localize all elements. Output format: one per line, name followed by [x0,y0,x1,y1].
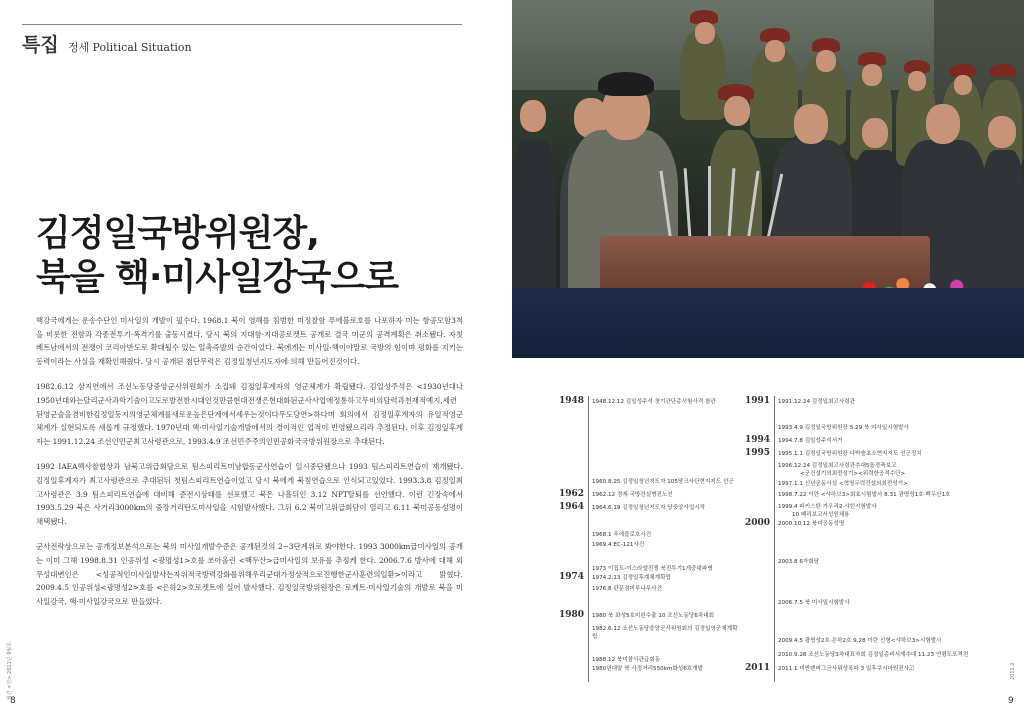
page-number-left: 8 [10,696,16,706]
headline-line-1: 김정일국방위원장, [36,213,319,254]
timeline-year: 1980 [558,610,584,620]
podium-table [512,288,1024,358]
photo-figure [765,40,785,62]
photo-figure [988,116,1016,148]
timeline-year: 1991 [744,396,770,406]
photo-figure [926,104,960,144]
timeline-entry: 1980 북 화성5호미완수출 10 조선노동당6차대회 [592,613,715,619]
article-headline [36,212,398,300]
section-header [22,30,192,57]
article-body [36,314,463,620]
timeline-entry: 2000.10.12 북미공동성명 [778,521,845,527]
rally-photo [512,0,1024,358]
photo-figure [908,71,926,91]
photo-figure [982,150,1024,300]
photo-figure [598,72,654,96]
photo-figure [724,96,750,126]
headline-line-2: 북을 핵·미사일강국으로 [36,257,398,298]
timeline-entry: 10 페리보고서성원채용 [792,512,850,518]
page-number-right: 9 [1008,696,1014,706]
timeline-year: 2000 [744,518,770,528]
timeline-year: 2011 [744,663,770,673]
timeline-entry: <군건설기의최전성기><위력한공격수단> [800,471,906,477]
photo-figure [862,64,882,86]
timeline-year: 1974 [558,572,584,582]
timeline-year: 1948 [558,396,584,406]
body-paragraph: 1992 IAEA핵사찰협상과 남북고위급회담으로 팀스피리트미남합동군사연습이 일시중단됐으나 1993 팀스피리트연습이 재개됐다. 김정일후계자가 최고사령관으로 추대된뒤 첫팀스피리트연습이었고 당시 북에게 북침연습으로 인식되고있었다. 1993.3.8 김정일최고사령관은 3.9 팀스피리트연습에 대비해 준전시상태를 선포했고 북은 나흘뒤인 3.12 NPT탈퇴를 선언했다. 이런 긴장속에서 1993.5.29 북은 사거리3000km의 중장거리탄도미사일을 시험발사했다. 그뒤 6.2 북미고위급회담이 열리고 6.11 북미공동성명이 채택됐다. [36,462,463,526]
timeline-entry: 1997.1.1 신년공동사설 <혁명무력건설의최전성기> [778,481,908,487]
photo-figure [520,100,546,132]
timeline-entry: 1948.12.12 김일성주석 첫기관단총시험사격 참관 [592,399,716,405]
timeline-year: 1962 [558,489,584,499]
body-paragraph: 핵강국에게는 운송수단인 미사일의 개발이 필수다. 1968.1 북이 영해를 침범한 미정찰함 푸에블로호를 나포하자 미는 항공모함3척을 비롯한 전함과 각종전투기·폭격기를 출동시켰다. 당시 북의 지대함·지대공로켓트 공개로 결국 미군의 공격계획은 취소됐다. 자칫 베트남에서의 전쟁이 코리아반도로 확대될수 있는 일촉즉발의 순간이었다. 북에게는 미사일·핵이야말로 국방의 힘이며 평화를 지키는 동력이라는 사실을 재확인해줬다. 당시 공개된 첨단무력은 김정일청년지도자에 의해 만들어진것이다. [36,316,463,366]
timeline-entry: 1995.1.1 김정일국방위원장 다박솔초소현지지도 선군정치 [778,451,922,457]
body-paragraph: 군사전략상으로는 공개정보분석으로는 북의 미사일개발수준은 공개된것의 2~3단계위로 봐야한다. 1993 3000km급미사일의 공개는 이미 그해 1998.8.31 인공위성 <광명성1>호를 쏘아올린 <백두산>급미사일의 보유를 추정케 한다. 2006.7.6 방사에 대해 외무성대변인은 <성공적인미사일발사는자위적국방력강화를위해우리군대가정상적으로진행한군사훈련의일환>이라고 밝혔다. 2009.4.5 인공위성<광명성2>호를 <은하2>호로켓트에 실어 발사했다. 김정일국방위원장은 로케트·미사일기술의 개발로 북을 미사일강국, 핵·미사일강국으로 만들었다. [36,542,463,606]
timeline-year: 1964 [558,502,584,512]
section-label: 특집 [22,34,59,56]
timeline-entry: 1994.7.8 김일성주석서거 [778,438,843,444]
body-paragraph: 1982.6.12 삼지연에서 조선노동당중앙군사위원회가 소집돼 김정일후계자의 영군체계가 확립됐다. 김일성주석은 <1930년대나1950년대와는달리군사과학기술이고도로발전한시대인것만큼현대전쟁은현대화된군사사업에정통하고무비의담력과천재적예지,세련된영군술을겸비한김정일동지의영군체계를새로운높은단계에서세우는것이다무도당연>하다며 회의에서 김정일후계자의 유일적영군체계가 실현되도록 새롭게 규정했다. 1970년대 핵·미사일기술개발에서의 경이적인 업적이 반영됐으리라 추정된다. 이후 김정일후계자는 1991.12.24 조선인민군최고사령관으로, 1993.4.9 조선민주주의인민공화국국방위원장으로 추대된다. [36,382,463,446]
timeline-entry: 1964.6.19 김정일청년지도자 당중앙사업시작 [592,505,706,511]
timeline-entry: 2010.9.28 조선노동당3차대표자회 김정일총비서재추대 11.23 연평도포격전 [778,652,969,658]
photo-figure [862,118,888,148]
timeline-year: 1994 [744,435,770,445]
timeline-entry: 1999.4 파키스탄 가우리2·샤힌시험발사 [778,504,877,510]
timeline-entry: 2011.1 미반덴버그군사위성폭파 3 일후쿠시마원전사고 [778,666,915,672]
right-side-text: 2011.2 [1010,662,1016,680]
photo-figure [954,75,972,95]
timeline-entry: 1968.1 푸에블로호사건 [592,532,652,538]
header-rule [22,24,462,25]
left-side-text: 월간 <민> 2011년 9월호 [7,641,13,700]
timeline-entry: 1991.12.24 김정일최고사령관 [778,399,856,405]
right-side-caption [1010,630,1020,690]
left-side-caption [6,612,16,702]
timeline-entry: 1998.7.22 이란 <샤하브3>회효시험발사 8.31 광명성1호·백두산1호 [778,492,951,498]
timeline-entry: 1960.8.25 김정일청년지도자 105땅크사단현지지도 선군 [592,479,734,485]
timeline-entry: 2006.7.5 북 미사일시험발사 [778,600,850,606]
timeline-entry: 1993.4.9 김정일국방위원장 5.29 북 미사일시험발사 [778,425,909,431]
timeline-entry: 1982.6.12 조선노동당중앙군사위원회의 김정일영군체계확립 [592,626,738,640]
timeline-entry: 1974.2.13 김정일후계체계확립 [592,575,671,581]
timeline-entry: 1988.12 북미참사관급회동 [592,657,661,663]
photo-figure [794,104,828,144]
timeline-entry: 1973 이집트-이스라엘전쟁 북전투기1개중대파병 [592,566,713,572]
timeline-entry: 2009.4.5 광명성2호·은하2호 9.28 이란 신형<샤하브3>시험발사 [778,638,942,644]
timeline-entry: 1969.4 EC-121사건 [592,542,645,548]
timeline-entry: 1980년대말 북 사정거리550km화성6호개발 [592,666,703,672]
timeline-entry: 1962.12 경제·국방건설병진노선 [592,492,673,498]
timeline-entry: 1996.12.24 김정일최고사령관추대5돌경축보고 [778,463,897,469]
section-subtitle: 정세 Political Situation [67,41,192,54]
photo-figure [695,22,715,44]
photo-figure [816,50,836,72]
timeline-year: 1995 [744,448,770,458]
timeline-entry: 1976.8 판문점미루나무사건 [592,586,662,592]
timeline-axis [588,396,589,682]
timeline-axis [774,396,775,682]
timeline-entry: 2003.8 6자회담 [778,559,820,565]
photo-figure [990,64,1016,77]
